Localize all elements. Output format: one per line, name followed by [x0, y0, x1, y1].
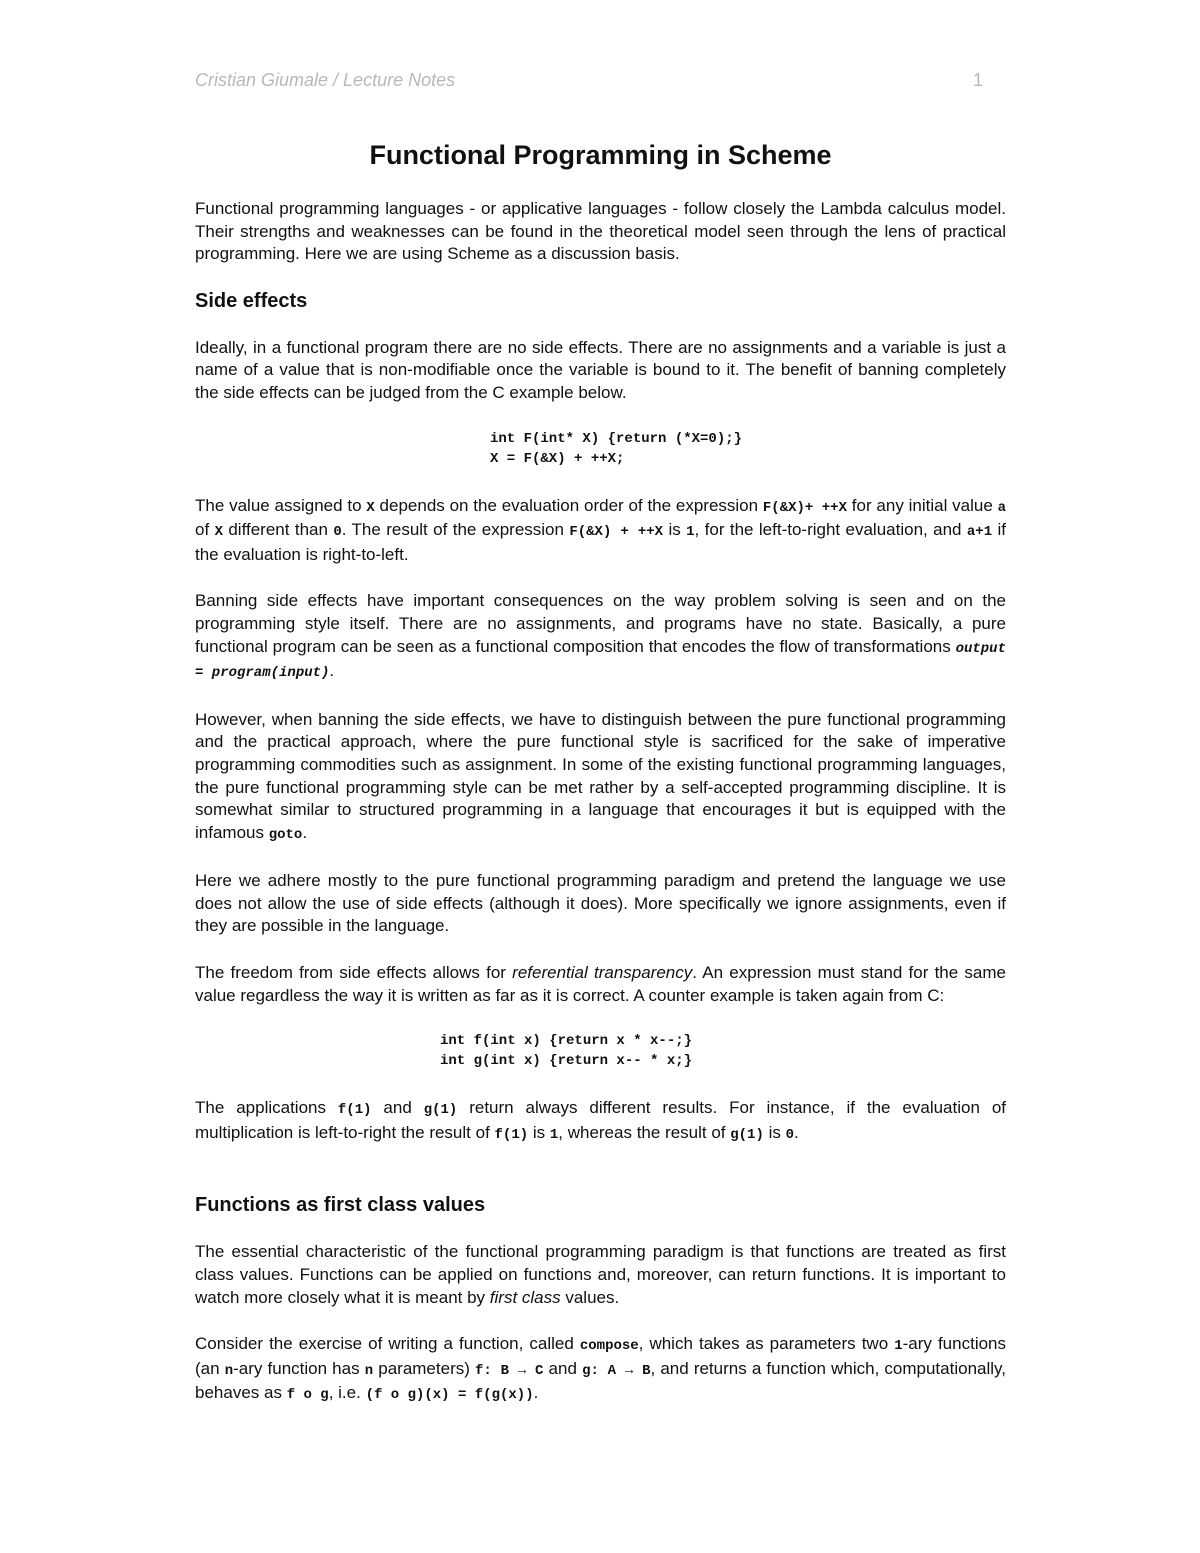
side-effects-paragraph-4: However, when banning the side effects, we have to distinguish between the pure functional programming and the practical approach, where the pure functional style is sacrificed for the sake of imperative programming commodities such as assignment. In some of the existing functional programming languages, the pure functional programming style can be met rather by a self-accepted programming discipline. It is somewhat similar to structured programming in a language that encourages it but is equipped with the infamous goto. [195, 709, 1006, 843]
side-effects-paragraph-6: The freedom from side effects allows for referential transparency. An expression must stand for the same value regardless the way it is written as far as it is correct. A counter example is taken again from C: [195, 963, 1006, 1005]
page-title: Functional Programming in Scheme [369, 140, 832, 170]
running-header: Cristian Giumale / Lecture Notes [195, 70, 456, 90]
code-block-2 [195, 1031, 1006, 1071]
code-line: int g(int x) {return x-- * x;} [440, 1053, 693, 1070]
functions-paragraph-2: Consider the exercise of writing a function, called compose, which takes as parameters two 1-ary functions (an n-ary function has n parameters) f: B → C and g: A → B, and returns a function which, computationally, behaves as f o g, i.e. (f o g)(x) = f(g(x)). [195, 1334, 1006, 1404]
section-heading-functions: Functions as first class values [195, 1194, 486, 1217]
functions-paragraph-1: The essential characteristic of the functional programming paradigm is that functions are treated as first class values. Functions can be applied on functions and, moreover, can return functions. It is important to watch more closely what it is meant by first class values. [195, 1242, 1006, 1307]
side-effects-paragraph-1: Ideally, in a functional program there are no side effects. There are no assignments and a variable is just a name of a value that is non-modifiable once the variable is bound to it. The benefit of banning completely the side effects can be judged from the C example below. [195, 337, 1006, 402]
side-effects-paragraph-5: Here we adhere mostly to the pure functional programming paradigm and pretend the language we use does not allow the use of side effects (although it does). More specifically we ignore assignments, even if they are possible in the language. [195, 871, 1006, 936]
code-line: int f(int x) {return x * x--;} [440, 1033, 693, 1050]
code-line: X = F(&X) + ++X; [490, 450, 625, 467]
intro-paragraph: Functional programming languages - or applicative languages - follow closely the Lambda calculus model. Their strengths and weaknesses can be found in the theoretical model seen through the lens of practical programming. Here we are using Scheme as a discussion basis. [195, 199, 1006, 264]
side-effects-paragraph-2: The value assigned to X depends on the evaluation order of the expression F(&X)+ ++X for any initial value a of X different than 0. The result of the expression F(&X) + ++X is 1, for the left-to-right evaluation, and a+1 if the evaluation is right-to-left. [195, 495, 1006, 564]
side-effects-paragraph-7: The applications f(1) and g(1) return always different results. For instance, if the evaluation of multiplication is left-to-right the result of f(1) is 1, whereas the result of g(1) is 0. [195, 1098, 1006, 1143]
code-line: int F(int* X) {return (*X=0);} [490, 430, 743, 447]
page-content [195, 140, 1006, 1431]
section-heading-side-effects: Side effects [195, 289, 308, 312]
page-number: 1 [973, 70, 984, 90]
code-block-1 [195, 429, 1006, 469]
side-effects-paragraph-3: Banning side effects have important consequences on the way problem solving is seen and on the programming style itself. There are no assignments, and programs have no state. Basically, a pure functional program can be seen as a functional composition that encodes the flow of transformations output = program(input). [195, 591, 1006, 682]
